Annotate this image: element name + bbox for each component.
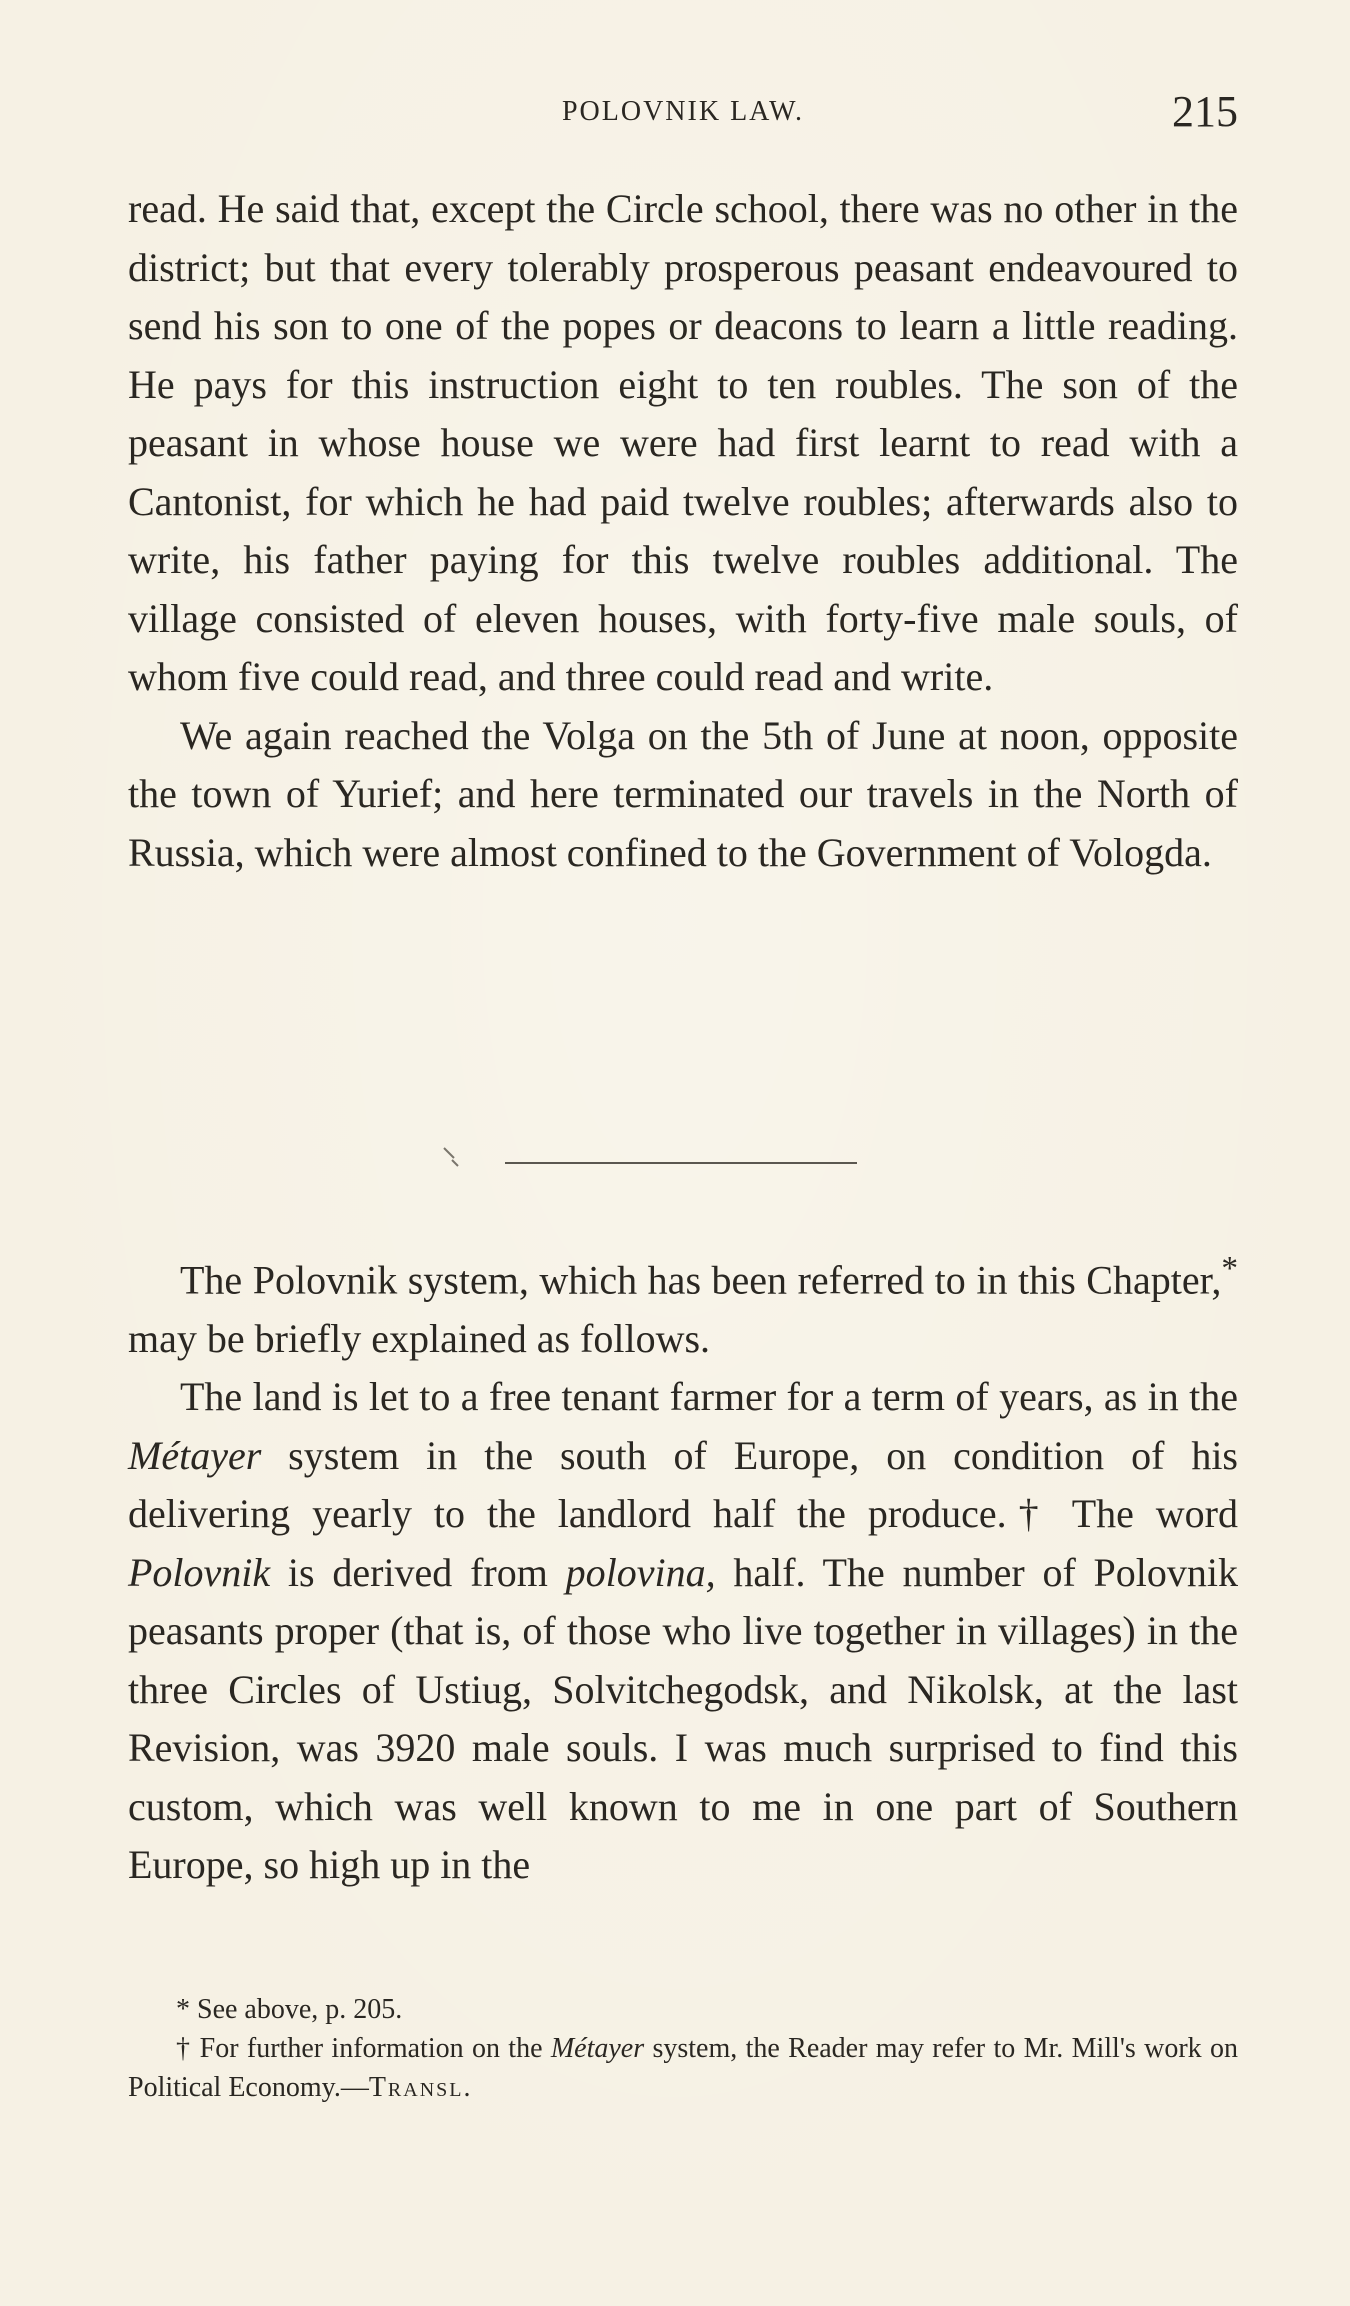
- definition-text-a: The land is let to a free tenant farmer for a term of years, as in the: [180, 1374, 1238, 1420]
- definition-text-b: system in the south of Europe, on condition of his delivering yearly to the landlord half the produce.: [128, 1432, 1238, 1537]
- page-number: 215: [1172, 87, 1238, 136]
- paragraph-polovnik-intro: [128, 1240, 1238, 1368]
- term-metayer: Métayer: [128, 1432, 262, 1478]
- paragraph-school-reading: read. He said that, except the Circle school, there was no other in the district; but that every tolerably prosperous peasant endeavoured to send his son to one of the popes or deacons to learn a little reading. He pays for this instruction eight to ten roubles. The son of the peasant in whose house we were had first learnt to read with a Cantonist, for which he had paid twelve roubles; afterwards also to write, his father paying for this twelve roubles additional. The village consisted of eleven houses, with forty-five male souls, of whom five could read, and three could read and write.: [128, 186, 1238, 699]
- footnote-ref-dagger: †: [1006, 1491, 1051, 1537]
- paragraph-polovnik-definition: [128, 1368, 1238, 1895]
- polovnik-intro-text: The Polovnik system, which has been referred to in this Chapter,: [180, 1257, 1222, 1303]
- section-polovnik-system: [128, 1240, 1238, 1895]
- definition-text-c: The word: [1050, 1491, 1238, 1537]
- footnote-1: * See above, p. 205.: [176, 1994, 403, 2025]
- running-head: POLOVNIK LAW.: [561, 96, 805, 127]
- footnotes: [128, 1990, 1238, 2107]
- definition-text-d: is derived from: [270, 1549, 566, 1595]
- footnote-2-metayer: Métayer: [550, 2033, 645, 2064]
- section-north-russia: [128, 180, 1238, 882]
- paragraph-volga-return: We again reached the Volga on the 5th of June at noon, opposite the town of Yurief; and here terminated our travels in the North of Russia, which were almost confined to the Government of Vologda.: [128, 712, 1238, 875]
- term-polovnik: Polovnik: [128, 1549, 271, 1595]
- footnote-2-text-a: † For further information on the: [176, 2033, 551, 2064]
- polovnik-intro-tail: may be briefly explained as follows.: [128, 1315, 711, 1361]
- footnote-2: [128, 2029, 1238, 2107]
- footnote-ref-star: *: [1221, 1250, 1238, 1287]
- footnote-2-text-b: system, the Reader may refer to Mr. Mill's work on Political Economy.—: [128, 2033, 1238, 2103]
- term-polovina: polovina,: [565, 1549, 716, 1595]
- section-divider-rule: [505, 1162, 857, 1164]
- stray-pen-mark-icon: [440, 1142, 480, 1182]
- definition-text-e: half. The number of Polovnik peasants proper (that is, of those who live together in villages) in the three Circles of Ustiug, Solvitchegodsk, and Nikolsk, at the last Revision, was 3920 male souls. I was much surprised to find this custom, which was well known to me in one part of Southern Europe, so high up in the: [128, 1549, 1239, 1888]
- page-header: [128, 86, 1238, 146]
- footnote-2-translator: Transl.: [368, 2072, 473, 2103]
